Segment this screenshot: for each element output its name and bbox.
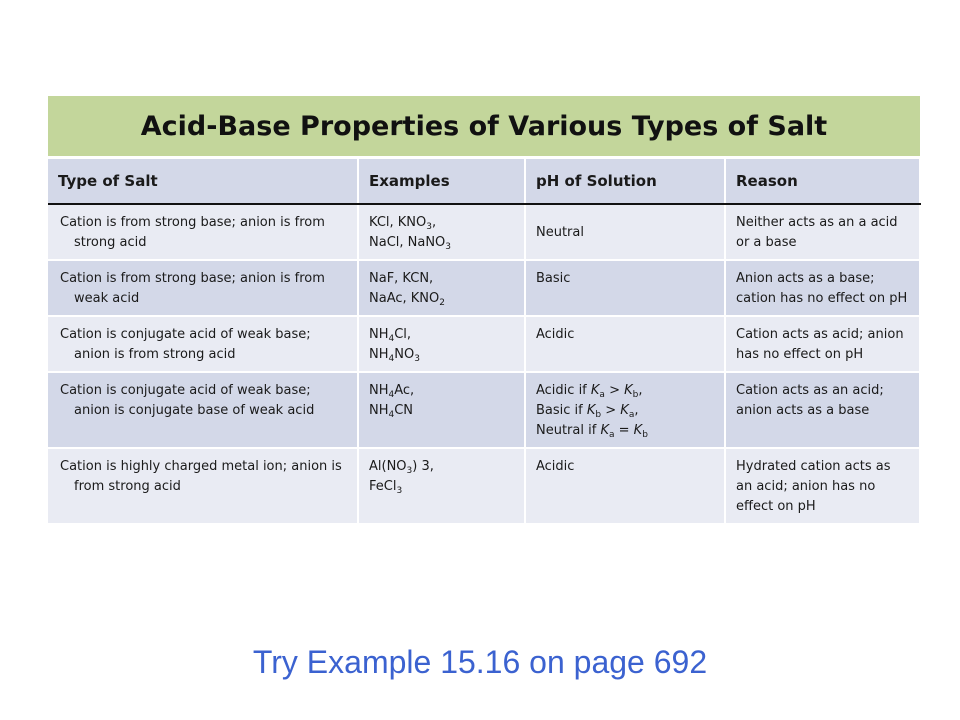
- cell-examples: NaF, KCN, NaAc, $KNO_2$: [358, 260, 525, 316]
- table-title: Acid-Base Properties of Various Types of Salt: [140, 110, 828, 142]
- cell-reason: Neither acts as an a acid or a base: [725, 204, 920, 260]
- cell-ph: Acidic: [525, 448, 725, 524]
- cell-reason: Anion acts as a base; cation has no effect on pH: [725, 260, 920, 316]
- header-type-of-salt: Type of Salt: [48, 159, 358, 204]
- table-row: [48, 372, 920, 448]
- cell-ph: Basic: [525, 260, 725, 316]
- header-examples: Examples: [358, 159, 525, 204]
- cell-ph: Neutral: [525, 204, 725, 260]
- cell-type: Cation is conjugate acid of weak base; anion is conjugate base of weak acid: [48, 372, 358, 448]
- salt-properties-table: [48, 159, 921, 525]
- cell-type: Cation is from strong base; anion is from weak acid: [48, 260, 358, 316]
- cell-reason: Cation acts as an acid; anion acts as a base: [725, 372, 920, 448]
- cell-type: Cation is from strong base; anion is from strong acid: [48, 204, 358, 260]
- cell-reason: Cation acts as acid; anion has no effect on pH: [725, 316, 920, 372]
- table-header-row: [48, 159, 920, 204]
- cell-reason: Hydrated cation acts as an acid; anion has no effect on pH: [725, 448, 920, 524]
- cell-ph: Acidic: [525, 316, 725, 372]
- table-row: [48, 204, 920, 260]
- table-row: [48, 316, 920, 372]
- cell-type: Cation is conjugate acid of weak base; anion is from strong acid: [48, 316, 358, 372]
- cell-type: Cation is highly charged metal ion; anion is from strong acid: [48, 448, 358, 524]
- header-reason: Reason: [725, 159, 920, 204]
- cell-examples: KCl, $KNO_3$, NaCl, NaNO$_3$: [358, 204, 525, 260]
- table-row: [48, 448, 920, 524]
- footer-note: Try Example 15.16 on page 692: [252, 644, 708, 680]
- table-row: [48, 260, 920, 316]
- cell-examples: $NH_4Ac$, $NH_4CN$: [358, 372, 525, 448]
- table-title-bar: [48, 96, 920, 156]
- cell-ph: Acidic if $K_a > K_b$, Basic if $K_b > K_a$, Neutral if $K_a = K_b$: [525, 372, 725, 448]
- cell-examples: $Al(NO_3)$ 3, FeCl$_3$: [358, 448, 525, 524]
- header-ph-of-solution: pH of Solution: [525, 159, 725, 204]
- cell-examples: $NH_4Cl$, $NH_4NO_3$: [358, 316, 525, 372]
